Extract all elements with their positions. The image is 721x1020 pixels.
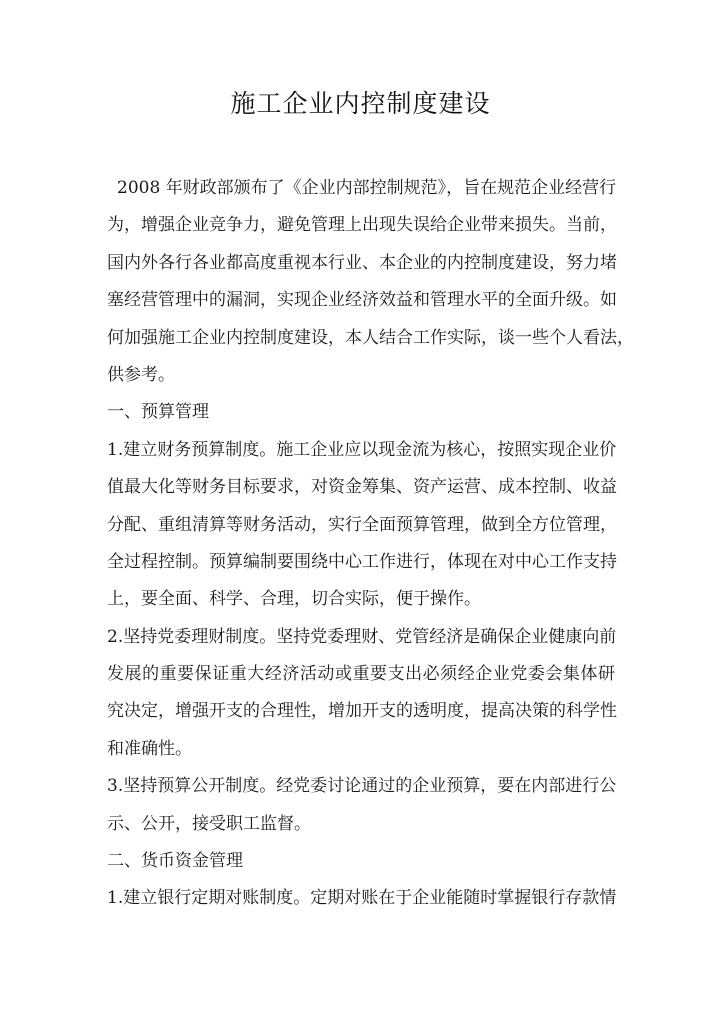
paragraph-line: 塞经营管理中的漏洞，实现企业经济效益和管理水平的全面升级。如 [107,290,617,311]
paragraph-line: 何加强施工企业内控制度建设，本人结合工作实际，谈一些个人看法， [107,327,634,348]
paragraph-line: 示、公开，接受职工监督。 [107,813,311,834]
paragraph-line: 究决定，增强开支的合理性，增加开支的透明度，提高决策的科学性 [107,701,617,722]
paragraph-line: 上，要全面、科学、合理，切合实际，便于操作。 [107,589,481,610]
paragraph-line: 2.坚持党委理财制度。坚持党委理财、党管经济是确保企业健康向前 [107,626,617,647]
paragraph-line: 和准确性。 [107,738,192,759]
paragraph-line: 供参考。 [107,364,175,385]
paragraph-line: 值最大化等财务目标要求，对资金筹集、资产运营、成本控制、收益 [107,477,617,498]
document-body [107,170,634,918]
paragraph-line: 1.建立银行定期对账制度。定期对账在于企业能随时掌握银行存款情 [107,888,617,909]
paragraph-line: 发展的重要保证重大经济活动或重要支出必须经企业党委会集体研 [107,664,615,685]
section-heading: 二、货币资金管理 [107,851,243,872]
paragraph-line: 全过程控制。预算编制要围绕中心工作进行，体现在对中心工作支持 [107,551,617,572]
paragraph-line: 国内外各行各业都高度重视本行业、本企业的内控制度建设，努力堵 [107,252,617,273]
paragraph-line: 为，增强企业竞争力，避免管理上出现失误给企业带来损失。当前， [107,215,617,236]
paragraph-line: 2008 年财政部颁布了《企业内部控制规范》，旨在规范企业经营行 [117,178,617,198]
paragraph-line: 分配、重组清算等财务活动，实行全面预算管理，做到全方位管理， [107,514,617,535]
paragraph-line: 1.建立财务预算制度。施工企业应以现金流为核心，按照实现企业价 [107,439,617,460]
document-title: 施工企业内控制度建设 [230,89,491,118]
section-heading: 一、预算管理 [107,402,209,423]
paragraph-line: 3.坚持预算公开制度。经党委讨论通过的企业预算，要在内部进行公 [107,776,617,797]
